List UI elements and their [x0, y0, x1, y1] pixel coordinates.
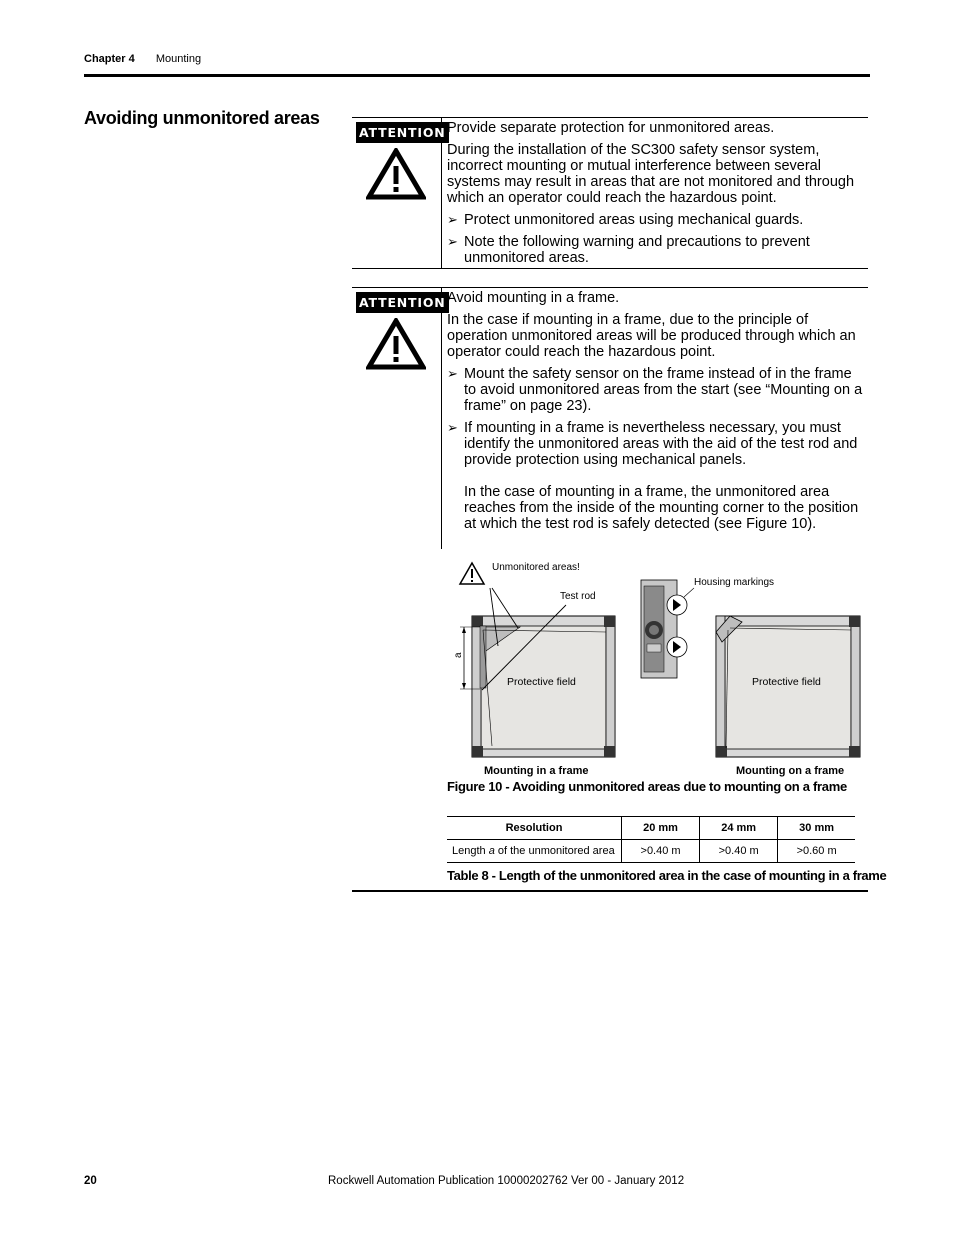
test-rod-label: Test rod — [560, 591, 596, 602]
attention-paragraph: During the installation of the SC300 safety sensor system, incorrect mounting or mutual interference between several systems may result in areas that are not monitored and through which an operator could reach the hazardous point. — [447, 142, 855, 206]
attention-box-1-body — [447, 118, 865, 272]
note-text: In the case of mounting in a frame, the unmonitored area reaches from the inside of the mounting corner to the position at which the test rod is safely detected (see Figure 10). — [464, 484, 859, 532]
bullet-text: Protect unmonitored areas using mechanical guards. — [464, 212, 804, 228]
running-header — [84, 53, 201, 65]
resolution-table — [447, 816, 855, 863]
attention-box-2-sidebar — [352, 288, 446, 549]
header-rule — [84, 74, 870, 77]
table-header-cell: Resolution — [447, 817, 622, 840]
row-label-text: Length — [452, 845, 489, 857]
table-cell: >0.40 m — [700, 840, 778, 863]
table-caption: Table 8 - Length of the unmonitored area in the case of mounting in a frame — [447, 868, 887, 883]
attention-box-2-body — [447, 288, 865, 538]
table-header-cell: 20 mm — [622, 817, 700, 840]
bullet-text: Note the following warning and precautions to prevent unmonitored areas. — [464, 234, 810, 266]
attention-lead: Provide separate protection for unmonitored areas. — [447, 120, 775, 136]
table-row — [447, 840, 855, 863]
page-number: 20 — [84, 1175, 97, 1187]
section-title: Avoiding unmonitored areas — [84, 108, 320, 128]
sensor-housing — [641, 580, 687, 678]
bullet-item — [447, 212, 865, 228]
arrow-bullet-icon: ➢ — [447, 420, 458, 435]
warning-triangle-icon — [366, 318, 426, 370]
mounting-in-frame-label: Mounting in a frame — [484, 765, 589, 777]
arrow-bullet-icon: ➢ — [447, 234, 458, 249]
table-header-cell: 24 mm — [700, 817, 778, 840]
housing-markings-label: Housing markings — [694, 577, 775, 588]
publication-info: Rockwell Automation Publication 10000202762 Ver 00 - January 2012 — [328, 1175, 685, 1187]
small-warning-icon — [460, 563, 484, 584]
attention-badge: ATTENTION — [356, 292, 449, 313]
mounting-on-frame-label: Mounting on a frame — [736, 765, 845, 777]
warning-triangle-icon — [366, 148, 426, 200]
attention-box-1-sidebar — [352, 118, 446, 268]
table-cell: >0.40 m — [622, 840, 700, 863]
table-header-cell: 30 mm — [778, 817, 855, 840]
protective-field-right-label: Protective field — [752, 676, 821, 688]
dimension-a-label: a — [453, 652, 464, 658]
arrow-bullet-icon: ➢ — [447, 212, 458, 227]
unmonitored-areas-label: Unmonitored areas! — [492, 562, 580, 573]
table-cell: >0.60 m — [778, 840, 855, 863]
section-label: Mounting — [155, 53, 202, 65]
chapter-label: Chapter 4 — [84, 53, 135, 65]
row-label-variable: a — [488, 845, 495, 857]
attention-box-1 — [352, 117, 868, 269]
bullet-item — [447, 420, 865, 532]
bullet-item — [447, 234, 865, 266]
attention-badge: ATTENTION — [356, 122, 449, 143]
attention-lead: Avoid mounting in a frame. — [447, 290, 620, 306]
figure-10-diagram — [440, 550, 870, 780]
figure-caption: Figure 10 - Avoiding unmonitored areas due to mounting on a frame — [447, 779, 847, 794]
table-row-label — [447, 840, 622, 863]
attention-paragraph: In the case if mounting in a frame, due to the principle of operation unmonitored areas will be produced through which an operator could reach the hazardous point. — [447, 312, 856, 360]
bullet-text: Mount the safety sensor on the frame instead of in the frame to avoid unmonitored areas from the start (see “Mounting on a frame” on page 23). — [464, 366, 863, 414]
row-label-text: of the unmonitored area — [494, 845, 615, 857]
arrow-bullet-icon: ➢ — [447, 366, 458, 381]
table-header-row — [447, 817, 855, 840]
bullet-item — [447, 366, 865, 414]
protective-field-left-label: Protective field — [507, 676, 576, 688]
bullet-text: If mounting in a frame is nevertheless necessary, you must identify the unmonitored areas with the aid of the test rod and provide protection using mechanical panels. — [464, 420, 858, 468]
